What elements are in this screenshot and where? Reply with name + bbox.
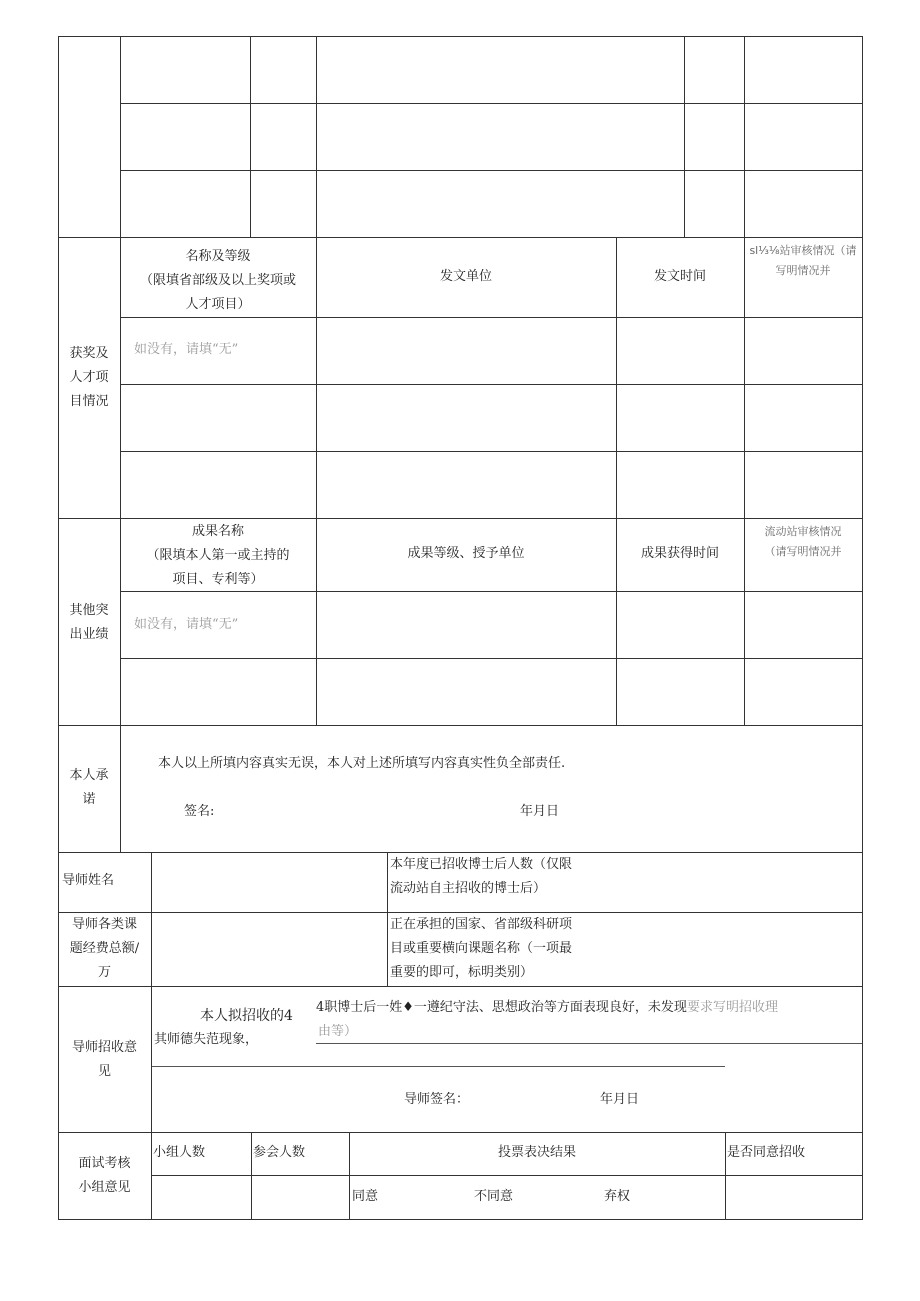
opinion-text-part3: 其师德失范现象， (154, 1032, 259, 1047)
opinion-hint-2: 由等） (318, 1024, 358, 1039)
opinion-text-part1: 本人拟招收的4 (200, 1008, 293, 1024)
admitted-count-label: 本年度已招收博士后人数（仅限 流动站自主招收的博士后） (390, 857, 573, 896)
vote-agree: 同意 (352, 1189, 379, 1204)
opinion-text-part2: 4职博士后一姓♦一遵纪守法、思想政治等方面表现良好，未发现要求写明招收理 (316, 1000, 778, 1015)
pledge-date-label: 年月日 (520, 804, 560, 819)
projects-label: 正在承担的国家、省部级科研项 目或重要横向课题名称（一项最 重要的即可，标明类别） (390, 917, 573, 980)
pledge-label: 本人承 诺 (69, 768, 109, 807)
achievements-header-time: 成果获得时间 (640, 546, 719, 561)
opinion-hint-1: 要求写明招收理 (686, 1000, 778, 1015)
vote-result-header: 投票表决结果 (497, 1145, 576, 1160)
awards-header-issuer: 发文单位 (439, 269, 492, 284)
group-count-header: 小组人数 (153, 1145, 206, 1160)
pledge-sign-label: 签名: (184, 804, 215, 819)
attend-count-header: 参会人数 (253, 1145, 306, 1160)
opinion-date-label: 年月日 (600, 1092, 640, 1107)
achievements-section-label: 其他突 出业绩 (69, 603, 109, 642)
achievements-header-level: 成果等级、授予单位 (407, 546, 525, 561)
supervisor-name-label: 导师姓名 (62, 873, 115, 888)
vote-disagree: 不同意 (474, 1189, 514, 1204)
agree-admit-header: 是否同意招收 (727, 1145, 806, 1160)
achievements-placeholder: 如没有，请填“无” (134, 617, 239, 632)
awards-header-name: 名称及等级 （限填省部级及以上奖项或 人才项目） (139, 249, 296, 312)
opinion-label: 导师招收意 见 (71, 1040, 137, 1079)
achievements-header-review: 流动站审核情况 （请写明情况并 (764, 525, 842, 558)
vote-abstain: 弃权 (604, 1189, 631, 1204)
interview-label: 面试考核 小组意见 (78, 1156, 131, 1195)
awards-header-review: sl⅓⅛站审核情况（请 写明情况并 (749, 244, 857, 277)
funding-label: 导师各类课 题经费总额/ 万 (69, 917, 140, 980)
pledge-statement: 本人以上所填内容真实无误，本人对上述所填写内容真实性负全部责任. (158, 756, 566, 771)
awards-section-label: 获奖及 人才项 目情况 (69, 346, 109, 409)
opinion-sign-label: 导师签名： (404, 1092, 470, 1107)
achievements-header-name: 成果名称 （限填本人第一或主持的 项目、专利等） (146, 524, 290, 587)
awards-header-time: 发文时间 (653, 269, 706, 284)
awards-placeholder: 如没有，请填“无” (134, 342, 239, 357)
